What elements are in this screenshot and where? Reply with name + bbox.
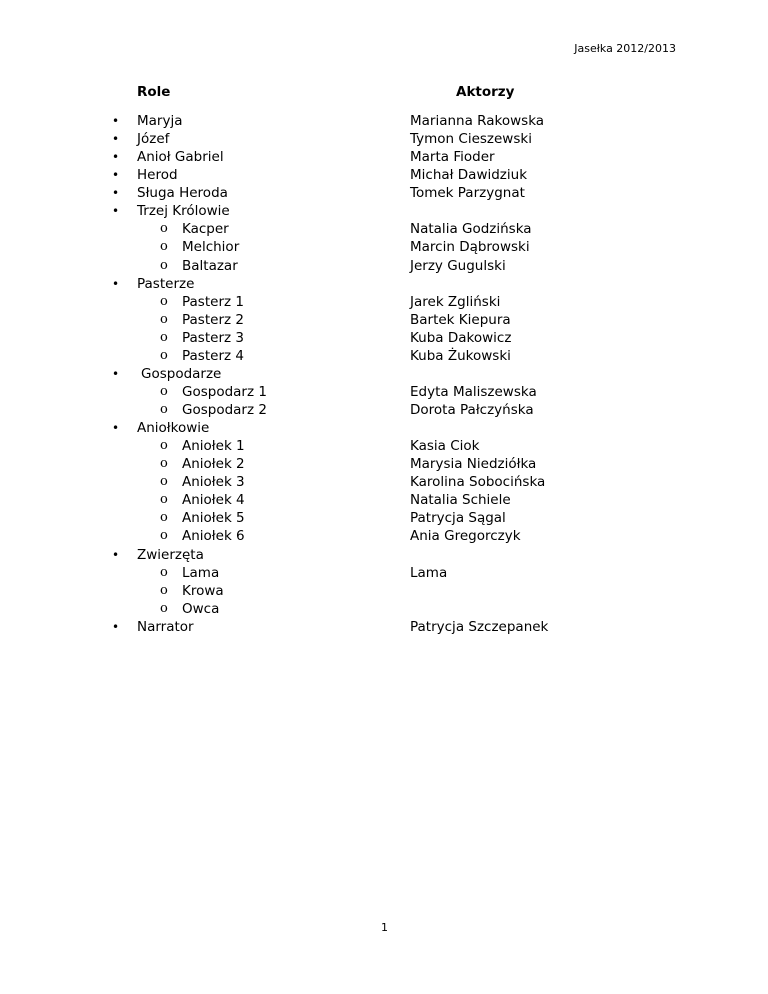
actor-name: Kuba Dakowicz	[410, 330, 512, 346]
page-number: 1	[381, 921, 388, 934]
actor-name: Edyta Maliszewska	[410, 384, 537, 400]
cast-row	[0, 365, 768, 383]
role-name: Józef	[137, 131, 170, 147]
sub-role-name: Baltazar	[182, 258, 238, 274]
bullet-icon: •	[112, 114, 120, 128]
sub-bullet-icon: o	[160, 294, 168, 309]
actor-name: Kasia Ciok	[410, 438, 480, 454]
sub-bullet-icon: o	[160, 384, 168, 399]
role-name: Anioł Gabriel	[137, 149, 224, 165]
cast-row	[0, 347, 768, 365]
sub-bullet-icon: o	[160, 456, 168, 471]
sub-role-name: Lama	[182, 565, 220, 581]
column-header-role: Role	[137, 84, 171, 100]
sub-bullet-icon: o	[160, 474, 168, 489]
sub-bullet-icon: o	[160, 510, 168, 525]
actor-name: Dorota Pałczyńska	[410, 402, 534, 418]
actor-name: Patrycja Sągal	[410, 510, 506, 526]
bullet-icon: •	[112, 168, 120, 182]
sub-role-name: Gospodarz 1	[182, 384, 267, 400]
cast-row	[0, 546, 768, 564]
actor-name: Marta Fioder	[410, 149, 495, 165]
bullet-icon: •	[112, 277, 120, 291]
bullet-icon: •	[112, 186, 120, 200]
cast-row	[0, 582, 768, 600]
column-header-actors: Aktorzy	[456, 84, 515, 100]
role-name: Maryja	[137, 113, 183, 129]
bullet-icon: •	[112, 132, 120, 146]
actor-name: Kuba Żukowski	[410, 348, 511, 364]
actor-name: Natalia Schiele	[410, 492, 511, 508]
role-name: Pasterze	[137, 276, 195, 292]
sub-role-name: Aniołek 3	[182, 474, 245, 490]
role-name: Trzej Królowie	[137, 203, 230, 219]
bullet-icon: •	[112, 421, 120, 435]
cast-row	[0, 257, 768, 275]
cast-row	[0, 329, 768, 347]
sub-bullet-icon: o	[160, 565, 168, 580]
sub-bullet-icon: o	[160, 492, 168, 507]
sub-bullet-icon: o	[160, 348, 168, 363]
sub-bullet-icon: o	[160, 330, 168, 345]
actor-name: Marianna Rakowska	[410, 113, 545, 129]
sub-role-name: Aniołek 2	[182, 456, 245, 472]
sub-bullet-icon: o	[160, 221, 168, 236]
actor-name: Tomek Parzygnat	[410, 185, 525, 201]
role-name: Aniołkowie	[137, 420, 210, 436]
role-name: Gospodarze	[141, 366, 222, 382]
cast-row	[0, 112, 768, 130]
cast-row	[0, 527, 768, 545]
sub-role-name: Pasterz 4	[182, 348, 244, 364]
sub-bullet-icon: o	[160, 239, 168, 254]
cast-row	[0, 311, 768, 329]
sub-role-name: Pasterz 1	[182, 294, 244, 310]
cast-row	[0, 148, 768, 166]
actor-name: Tymon Cieszewski	[410, 131, 532, 147]
sub-role-name: Pasterz 3	[182, 330, 244, 346]
sub-role-name: Aniołek 1	[182, 438, 245, 454]
sub-bullet-icon: o	[160, 438, 168, 453]
cast-row	[0, 491, 768, 509]
sub-role-name: Melchior	[182, 239, 240, 255]
cast-row	[0, 509, 768, 527]
sub-bullet-icon: o	[160, 528, 168, 543]
sub-bullet-icon: o	[160, 312, 168, 327]
cast-row	[0, 437, 768, 455]
cast-row	[0, 401, 768, 419]
role-name: Narrator	[137, 619, 194, 635]
bullet-icon: •	[112, 367, 120, 381]
cast-row	[0, 220, 768, 238]
cast-row	[0, 166, 768, 184]
cast-row	[0, 293, 768, 311]
actor-name: Marcin Dąbrowski	[410, 239, 530, 255]
actor-name: Bartek Kiepura	[410, 312, 511, 328]
actor-name: Karolina Sobocińska	[410, 474, 546, 490]
cast-row	[0, 455, 768, 473]
sub-bullet-icon: o	[160, 258, 168, 273]
sub-role-name: Kacper	[182, 221, 229, 237]
cast-row	[0, 618, 768, 636]
actor-name: Jarek Zgliński	[410, 294, 501, 310]
role-name: Herod	[137, 167, 178, 183]
cast-row	[0, 473, 768, 491]
sub-bullet-icon: o	[160, 583, 168, 598]
actor-name: Ania Gregorczyk	[410, 528, 521, 544]
sub-role-name: Aniołek 5	[182, 510, 245, 526]
sub-role-name: Aniołek 6	[182, 528, 245, 544]
bullet-icon: •	[112, 620, 120, 634]
sub-role-name: Owca	[182, 601, 220, 617]
cast-row	[0, 275, 768, 293]
actor-name: Michał Dawidziuk	[410, 167, 528, 183]
bullet-icon: •	[112, 548, 120, 562]
role-name: Zwierzęta	[137, 547, 204, 563]
sub-role-name: Pasterz 2	[182, 312, 244, 328]
sub-bullet-icon: o	[160, 601, 168, 616]
page-header: Jasełka 2012/2013	[574, 42, 676, 55]
sub-bullet-icon: o	[160, 402, 168, 417]
cast-row	[0, 238, 768, 256]
actor-name: Patrycja Szczepanek	[410, 619, 549, 635]
cast-row	[0, 600, 768, 618]
sub-role-name: Krowa	[182, 583, 224, 599]
actor-name: Natalia Godzińska	[410, 221, 532, 237]
actor-name: Marysia Niedziółka	[410, 456, 537, 472]
sub-role-name: Gospodarz 2	[182, 402, 267, 418]
bullet-icon: •	[112, 204, 120, 218]
actor-name: Jerzy Gugulski	[410, 258, 506, 274]
actor-name: Lama	[410, 565, 448, 581]
role-name: Sługa Heroda	[137, 185, 228, 201]
cast-row	[0, 202, 768, 220]
cast-row	[0, 564, 768, 582]
sub-role-name: Aniołek 4	[182, 492, 245, 508]
cast-row	[0, 419, 768, 437]
cast-row	[0, 130, 768, 148]
cast-row	[0, 383, 768, 401]
bullet-icon: •	[112, 150, 120, 164]
cast-row	[0, 184, 768, 202]
